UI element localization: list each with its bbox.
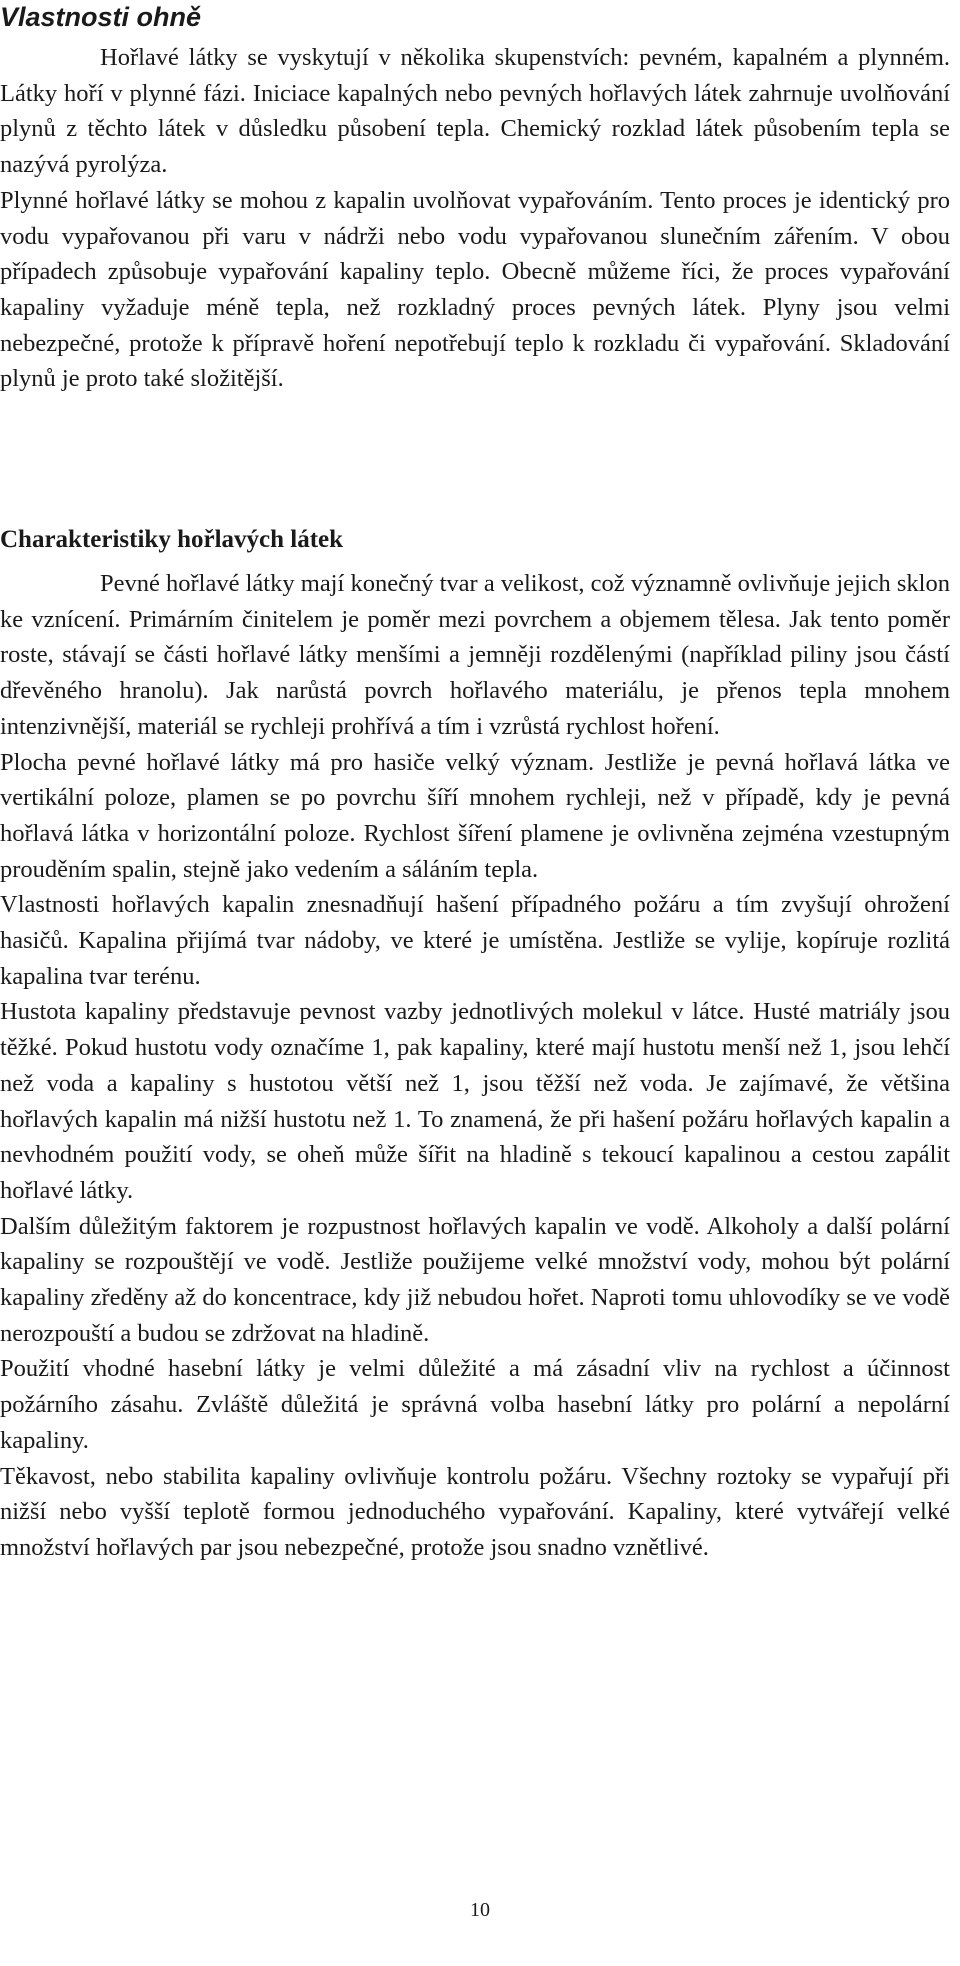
paragraph-characteristics-7: Těkavost, nebo stabilita kapaliny ovlivňuje kontrolu požáru. Všechny roztoky se vypařují při nižší nebo vyšší teplotě formou jednoduchého vypařování. Kapaliny, které vytvářejí velké množství hořlavých par jsou nebezpečné, protože jsou snadno vznětlivé. xyxy=(0,1462,950,1561)
paragraph-properties-1: Hořlavé látky se vyskytují v několika skupenstvích: pevném, kapalném a plynném. Látky hoří v plynné fázi. Iniciace kapalných nebo pevných hořlavých látek zahrnuje uvolňování plynů z těchto látek v důsledku působení tepla. Chemický rozklad látek působením tepla se nazývá pyrolýza. xyxy=(0,44,950,179)
paragraph-characteristics-5: Dalším důležitým faktorem je rozpustnost hořlavých kapalin ve vodě. Alkoholy a další polární kapaliny se rozpouštějí ve vodě. Jestliže použijeme velké množství vody, mohou být polární kapaliny zředěny až do koncentrace, kdy již nebudou hořet. Naproti tomu uhlovodíky se ve vodě nerozpouští a budou se zdržovat na hladině. xyxy=(0,1212,950,1347)
paragraph-properties-2: Plynné hořlavé látky se mohou z kapalin uvolňovat vypařováním. Tento proces je identický pro vodu vypařovanou při varu v nádrži nebo vodu vypařovanou slunečním zářením. V obou případech způsobuje vypařování kapaliny teplo. Obecně můžeme říci, že proces vypařování kapaliny vyžaduje méně tepla, než rozkladný proces pevných látek. Plyny jsou velmi nebezpečné, protože k přípravě hoření nepotřebují teplo k rozkladu či vypařování. Skladování plynů je proto také složitější. xyxy=(0,186,950,393)
paragraph-characteristics xyxy=(0,566,950,1566)
paragraph-characteristics-4: Hustota kapaliny představuje pevnost vazby jednotlivých molekul v látce. Husté matriály jsou těžké. Pokud hustotu vody označíme 1, pak kapaliny, které mají hustotu menší než 1, jsou lehčí než voda a kapaliny s hustotou větší než 1, jsou těžší než voda. Je zajímavé, že většina hořlavých kapalin má nižší hustotu než 1. To znamená, že při hašení požáru hořlavých kapalin a nevhodném použití vody, se oheň může šířit na hladině s tekoucí kapalinou a cestou zapálit hořlavé látky. xyxy=(0,998,950,1204)
page-number: 10 xyxy=(470,1899,490,1921)
section-heading: Vlastnosti ohně xyxy=(0,2,202,32)
paragraph-characteristics-3: Vlastnosti hořlavých kapalin znesnadňují hašení případného požáru a tím zvyšují ohrožení hasičů. Kapalina přijímá tvar nádoby, ve které je umístěna. Jestliže se vylije, kopíruje rozlitá kapalina tvar terénu. xyxy=(0,891,950,990)
paragraph-characteristics-2: Plocha pevné hořlavé látky má pro hasiče velký význam. Jestliže je pevná hořlavá látka ve vertikální poloze, plamen se po povrchu šíří mnohem rychleji, než v případě, kdy je pevná hořlavá látka v horizontální poloze. Rychlost šíření plamene je ovlivněna zejména vzestupným prouděním spalin, stejně jako vedením a sáláním tepla. xyxy=(0,748,950,883)
subsection-heading: Charakteristiky hořlavých látek xyxy=(0,526,344,553)
paragraph-characteristics-6: Použití vhodné hasební látky je velmi důležité a má zásadní vliv na rychlost a účinnost požárního zásahu. Zvláště důležitá je správná volba hasební látky pro polární a nepolární kapaliny. xyxy=(0,1355,950,1454)
paragraph-characteristics-1: Pevné hořlavé látky mají konečný tvar a velikost, což významně ovlivňuje jejich sklon ke vznícení. Primárním činitelem je poměr mezi povrchem a objemem tělesa. Jak tento poměr roste, stávají se části hořlavé látky menšími a jemněji rozdělenými (například piliny jsou částí dřevěného hranolu). Jak narůstá povrch hořlavého materiálu, je přenos tepla mnohem intenzivnější, materiál se rychleji prohřívá a tím i vzrůstá rychlost hoření. xyxy=(0,570,950,740)
paragraph-properties xyxy=(0,40,950,397)
